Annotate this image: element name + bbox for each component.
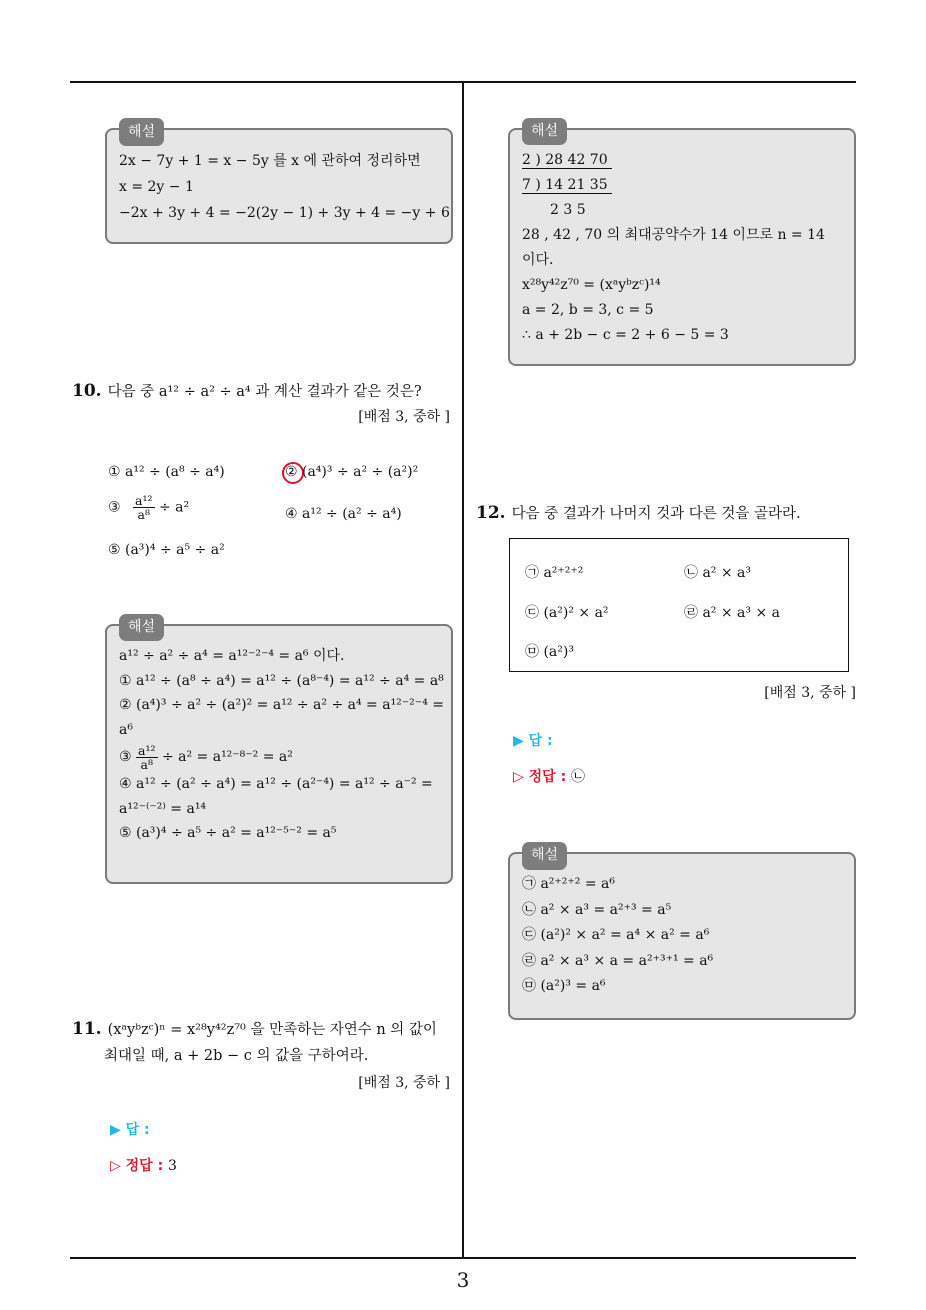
division-row xyxy=(522,173,842,198)
solution-box-12 xyxy=(508,847,856,1020)
solution-line: x²⁸y⁴²z⁷⁰ = (xᵃyᵇzᶜ)¹⁴ xyxy=(522,277,661,293)
option-b[interactable]: ㉡ a² × a³ xyxy=(684,565,751,581)
line-tail: ÷ a² = a¹²⁻⁸⁻² = a² xyxy=(161,749,293,765)
option-3-tail: ÷ a² xyxy=(158,499,190,516)
solution-line: −2x + 3y + 4 = −2(2y − 1) + 3y + 4 = −y + 6 xyxy=(119,205,450,221)
answer-label: ▶ 답 : xyxy=(110,1122,150,1138)
correct-answer xyxy=(513,766,585,786)
solution-line: ㉤ (a²)³ = a⁶ xyxy=(522,978,606,994)
denominator: a⁸ xyxy=(140,756,153,772)
solution-tag: 해설 xyxy=(522,118,567,145)
solution-line: 이다. xyxy=(522,252,554,268)
option-3[interactable] xyxy=(108,494,189,521)
fraction xyxy=(136,744,157,771)
denominator: a⁸ xyxy=(137,507,150,522)
division-text: 2 ) 28 42 70 xyxy=(522,152,612,169)
bottom-rule xyxy=(70,1257,856,1259)
solution-line: ㉢ (a²)² × a² = a⁴ × a² = a⁶ xyxy=(522,927,710,943)
question-text-line1: (xᵃyᵇzᶜ)ⁿ = x²⁸y⁴²z⁷⁰ 을 만족하는 자연수 n 의 값이 xyxy=(107,1022,437,1038)
solution-line: a¹² ÷ a² ÷ a⁴ = a¹²⁻²⁻⁴ = a⁶ 이다. xyxy=(119,648,345,664)
question-text-line2: 최대일 때, a + 2b − c 의 값을 구하여라. xyxy=(104,1048,369,1064)
numerator: a¹² xyxy=(135,493,153,508)
solution-line: ㉠ a²⁺²⁺² = a⁶ xyxy=(522,876,616,892)
question-12 xyxy=(476,500,860,527)
solution-box-10 xyxy=(105,619,453,884)
question-number: 11. xyxy=(72,1019,102,1039)
division-text: 7 ) 14 21 35 xyxy=(522,177,612,194)
solution-box-9 xyxy=(105,124,453,244)
option-3-number: ③ xyxy=(108,499,121,516)
option-4[interactable]: ④ a¹² ÷ (a² ÷ a⁴) xyxy=(285,506,402,522)
solution-tag: 해설 xyxy=(119,118,164,146)
correct-value: ㉡ xyxy=(571,769,586,785)
solution-tag: 해설 xyxy=(522,842,567,870)
question-10 xyxy=(72,378,456,405)
option-1[interactable]: ① a¹² ÷ (a⁸ ÷ a⁴) xyxy=(108,464,225,480)
solution-line: ∴ a + 2b − c = 2 + 6 − 5 = 3 xyxy=(522,327,729,343)
solution-line xyxy=(119,742,439,772)
solution-line: a⁶ xyxy=(119,721,133,738)
solution-line: x = 2y − 1 xyxy=(119,179,194,195)
correct-value: 3 xyxy=(168,1158,177,1174)
option-e[interactable]: ㉤ (a²)³ xyxy=(525,644,574,660)
option-2[interactable]: ② (a⁴)³ ÷ a² ÷ (a²)² xyxy=(285,464,419,480)
question-11 xyxy=(72,1016,456,1069)
answer-label: ▶ 답 : xyxy=(513,733,553,749)
question-number: 12. xyxy=(476,503,506,523)
score-meta: [배점 3, 중하 ] xyxy=(358,409,450,425)
question-number: 10. xyxy=(72,381,102,401)
solution-box-11 xyxy=(508,123,856,366)
correct-label: ▷ 정답 : xyxy=(513,769,567,785)
division-row xyxy=(522,148,842,173)
solution-line: ④ a¹² ÷ (a² ÷ a⁴) = a¹² ÷ (a²⁻⁴) = a¹² ÷ a⁻² = xyxy=(119,776,433,792)
page-number: 3 xyxy=(456,1268,470,1292)
question-text: 다음 중 결과가 나머지 것과 다른 것을 골라라. xyxy=(511,506,801,522)
column-divider xyxy=(462,83,464,1258)
solution-line: ① a¹² ÷ (a⁸ ÷ a⁴) = a¹² ÷ (a⁸⁻⁴) = a¹² ÷ a⁴ = a⁸ xyxy=(119,672,444,689)
solution-line: a¹²⁻⁽⁻²⁾ = a¹⁴ xyxy=(119,800,207,817)
solution-line: a = 2, b = 3, c = 5 xyxy=(522,302,654,318)
correct-label: ▷ 정답 : xyxy=(110,1158,164,1174)
option-d[interactable]: ㉣ a² × a³ × a xyxy=(684,605,780,621)
solution-line: ② (a⁴)³ ÷ a² ÷ (a²)² = a¹² ÷ a² ÷ a⁴ = a¹²⁻²⁻⁴ = xyxy=(119,697,444,713)
option-3-fraction xyxy=(133,494,154,521)
numerator: a¹² xyxy=(138,742,156,758)
line-number: ③ xyxy=(119,749,132,765)
score-meta: [배점 3, 중하 ] xyxy=(764,685,856,701)
option-c[interactable]: ㉢ (a²)² × a² xyxy=(525,605,609,621)
solution-line: 28 , 42 , 70 의 최대공약수가 14 이므로 n = 14 xyxy=(522,227,825,243)
option-5[interactable]: ⑤ (a³)⁴ ÷ a⁵ ÷ a² xyxy=(108,542,225,558)
division-quotient: 2 3 5 xyxy=(550,202,586,218)
score-meta: [배점 3, 중하 ] xyxy=(358,1075,450,1091)
solution-tag: 해설 xyxy=(119,614,164,641)
correct-answer xyxy=(110,1155,177,1175)
solution-line: ㉣ a² × a³ × a = a²⁺³⁺¹ = a⁶ xyxy=(522,952,714,969)
option-a[interactable]: ㉠ a²⁺²⁺² xyxy=(525,565,584,581)
solution-line: 2x − 7y + 1 = x − 5y 를 x 에 관하여 정리하면 xyxy=(119,153,421,169)
solution-line: ⑤ (a³)⁴ ÷ a⁵ ÷ a² = a¹²⁻⁵⁻² = a⁵ xyxy=(119,825,337,841)
solution-line: ㉡ a² × a³ = a²⁺³ = a⁵ xyxy=(522,901,672,918)
question-text: 다음 중 a¹² ÷ a² ÷ a⁴ 과 계산 결과가 같은 것은? xyxy=(107,384,422,400)
